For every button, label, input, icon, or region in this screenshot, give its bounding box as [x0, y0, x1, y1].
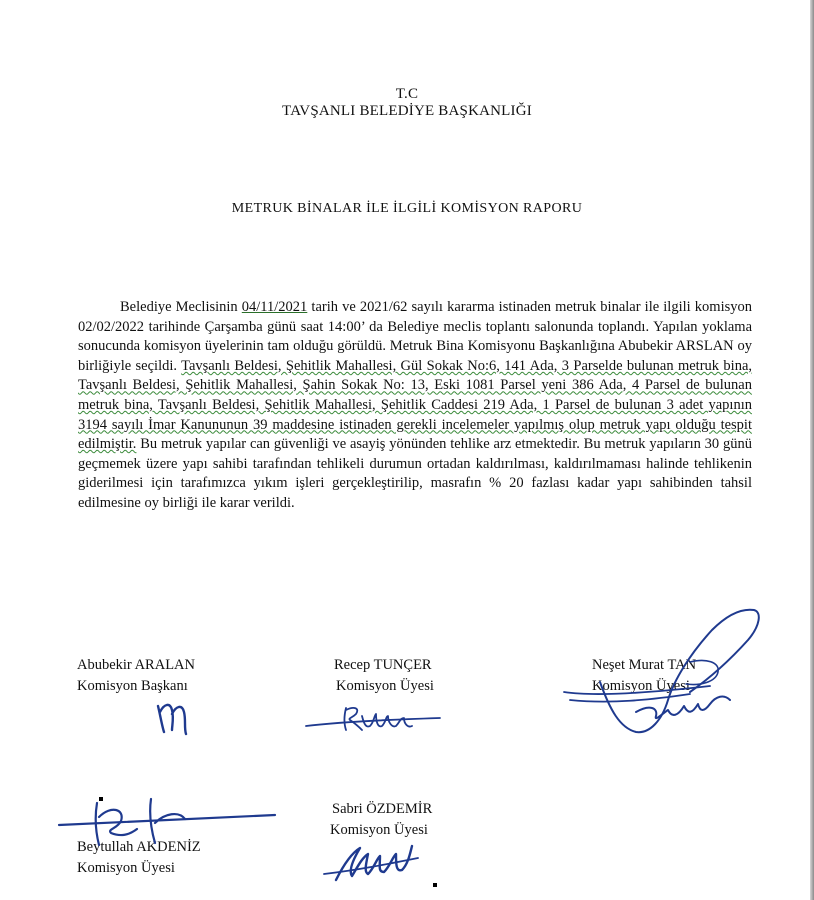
signatory-2-name: Recep TUNÇER: [334, 657, 432, 673]
signatory-2: [334, 655, 434, 697]
ink-dot: [433, 883, 437, 887]
page-edge: [810, 0, 814, 900]
report-title: METRUK BİNALAR İLE İLGİLİ KOMİSYON RAPORU: [231, 201, 583, 216]
body-text-4: Bu metruk yapılar can güvenliği ve asayiş yönünden tehlike arz etmektedir. Bu metruk yapıların 30 günü geçmemek üzere yapı sahibi tarafından tehlikeli durumun ortadan kaldırılması, kaldırılmaması halinde tehlikenin giderilmesi için tarafımızca yıkım işleri gerçekleştirilip, masrafın % 20 fazlası kadar yapı sahibinden tahsil edilmesine oy birliği ile karar verildi.: [78, 436, 752, 511]
report-body: [78, 298, 752, 514]
signatory-4-name: Beytullah AKDENİZ: [77, 839, 201, 855]
signatory-5-title: Komisyon Üyesi: [330, 822, 428, 838]
signatory-1-title: Komisyon Başkanı: [77, 678, 188, 694]
signatory-2-title: Komisyon Üyesi: [336, 678, 434, 694]
signature-3: [540, 600, 770, 750]
ink-dot: [99, 797, 103, 801]
signatory-1-name: Abubekir ARALAN: [77, 657, 196, 673]
signatory-5-name: Sabri ÖZDEMİR: [332, 801, 433, 817]
signatory-1: [77, 655, 195, 697]
body-text-2: tarih ve 2021/62 sayılı kararma istinaden metruk binalar ile ilgili komisyon 02/02/2022 tarihinde Çarşamba günü saat 14:00’ da Belediye meclis toplantı salonunda toplandı. Yapılan yoklama sonucunda komisyon üyelerinin tam olduğu görüldü. Metruk Bina Komisyonu Başkanlığına Abubekir ARSLAN oy birliğiyle seçildi.: [78, 299, 752, 374]
signature-5: [318, 828, 428, 890]
signatory-4-title: Komisyon Üyesi: [77, 860, 175, 876]
body-date: 04/11/2021: [241, 299, 308, 315]
signature-1: [150, 692, 200, 738]
body-text-3: Tavşanlı Beldesi, Şehitlik Mahallesi, Gül Sokak No:6, 141 Ada, 3 Parselde bulunan metruk bina, Tavşanlı Beldesi, Şehitlik Mahallesi, Şahin Sokak No: 13, Eski 1081 Parsel yeni 386 Ada, 4 Parsel de bulunan metruk bina, Tavşanlı Beldesi, Şehitlik Mahallesi, Şehitlik Caddesi 219 Ada, 1 Parsel de bulunan 3 adet yapının 3194 sayılı İmar Kanununun 39 maddesine istinaden gerekli incelemeler yapılmış olup metruk yapı olduğu tespit edilmiştir.: [78, 357, 753, 453]
signature-2: [300, 698, 450, 738]
header-tc: T.C: [395, 86, 419, 102]
header-municipality: TAVŞANLI BELEDİYE BAŞKANLIĞI: [282, 103, 532, 119]
signatory-3-title: Komisyon Üyesi: [592, 678, 690, 694]
signatory-3-name: Neşet Murat TAN: [592, 657, 697, 673]
signature-4: [55, 795, 280, 855]
body-text-1: Belediye Meclisinin: [120, 299, 242, 315]
